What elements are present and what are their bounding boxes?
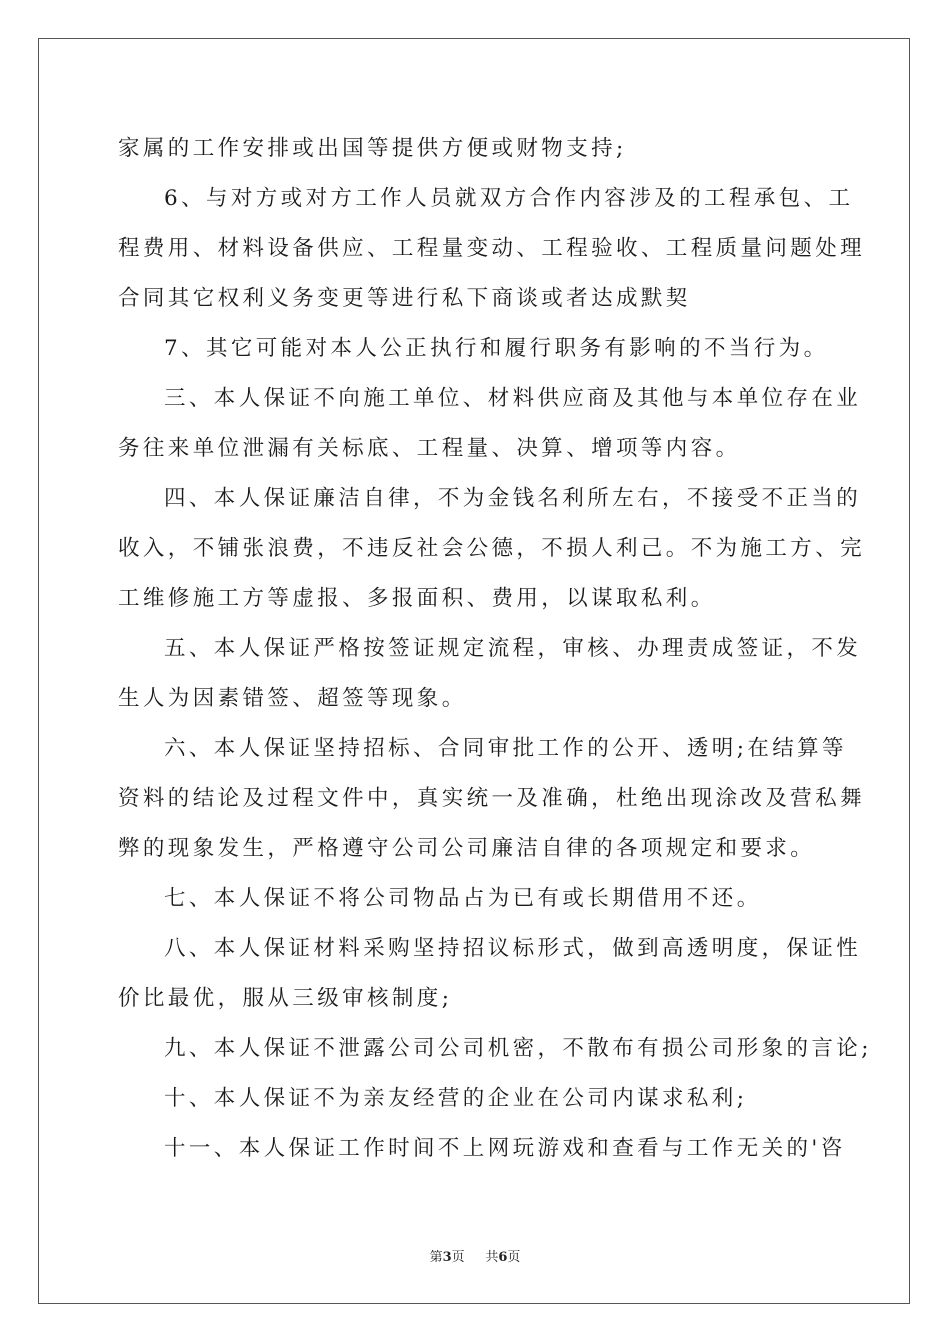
text-line: 弊的现象发生，严格遵守公司公司廉洁自律的各项规定和要求。 bbox=[118, 836, 816, 861]
text-line: 十一、本人保证工作时间不上网玩游戏和查看与工作无关的'咨 bbox=[164, 1136, 846, 1161]
text-line: 工维修施工方等虚报、多报面积、费用，以谋取私利。 bbox=[118, 586, 716, 611]
text-line: 收入，不铺张浪费，不违反社会公德，不损人利己。不为施工方、完 bbox=[118, 536, 866, 561]
text-line: 五、本人保证严格按签证规定流程，审核、办理责成签证，不发 bbox=[164, 636, 862, 661]
text-line: 价比最优，服从三级审核制度; bbox=[118, 986, 453, 1011]
text-line: 三、本人保证不向施工单位、材料供应商及其他与本单位存在业 bbox=[164, 386, 862, 411]
text-line: 八、本人保证材料采购坚持招议标形式，做到高透明度，保证性 bbox=[164, 936, 862, 961]
text-line: 四、本人保证廉洁自律，不为金钱名利所左右，不接受不正当的 bbox=[164, 486, 862, 511]
text-line: 合同其它权利义务变更等进行私下商谈或者达成默契 bbox=[118, 286, 691, 311]
page-border bbox=[38, 38, 910, 1304]
text-line: 六、本人保证坚持招标、合同审批工作的公开、透明;在结算等 bbox=[164, 736, 847, 761]
text-line: 九、本人保证不泄露公司公司机密，不散布有损公司形象的言论; bbox=[164, 1036, 872, 1061]
text-line: 6、与对方或对方工作人员就双方合作内容涉及的工程承包、工 bbox=[164, 186, 854, 211]
text-line: 程费用、材料设备供应、工程量变动、工程验收、工程质量问题处理 bbox=[118, 236, 866, 261]
text-line: 十、本人保证不为亲友经营的企业在公司内谋求私利; bbox=[164, 1086, 748, 1111]
page-number: 第3页 bbox=[429, 1250, 465, 1265]
text-line: 七、本人保证不将公司物品占为已有或长期借用不还。 bbox=[164, 886, 762, 911]
text-line: 生人为因素错签、超签等现象。 bbox=[118, 686, 467, 711]
text-line: 务往来单位泄漏有关标底、工程量、决算、增项等内容。 bbox=[118, 436, 741, 461]
text-line: 家属的工作安排或出国等提供方便或财物支持; bbox=[118, 136, 627, 161]
text-line: 7、其它可能对本人公正执行和履行职务有影响的不当行为。 bbox=[164, 336, 829, 361]
page-footer bbox=[0, 1250, 950, 1266]
text-line: 资料的结论及过程文件中，真实统一及准确，杜绝出现涂改及营私舞 bbox=[118, 786, 866, 811]
page-total: 共6页 bbox=[485, 1250, 521, 1265]
